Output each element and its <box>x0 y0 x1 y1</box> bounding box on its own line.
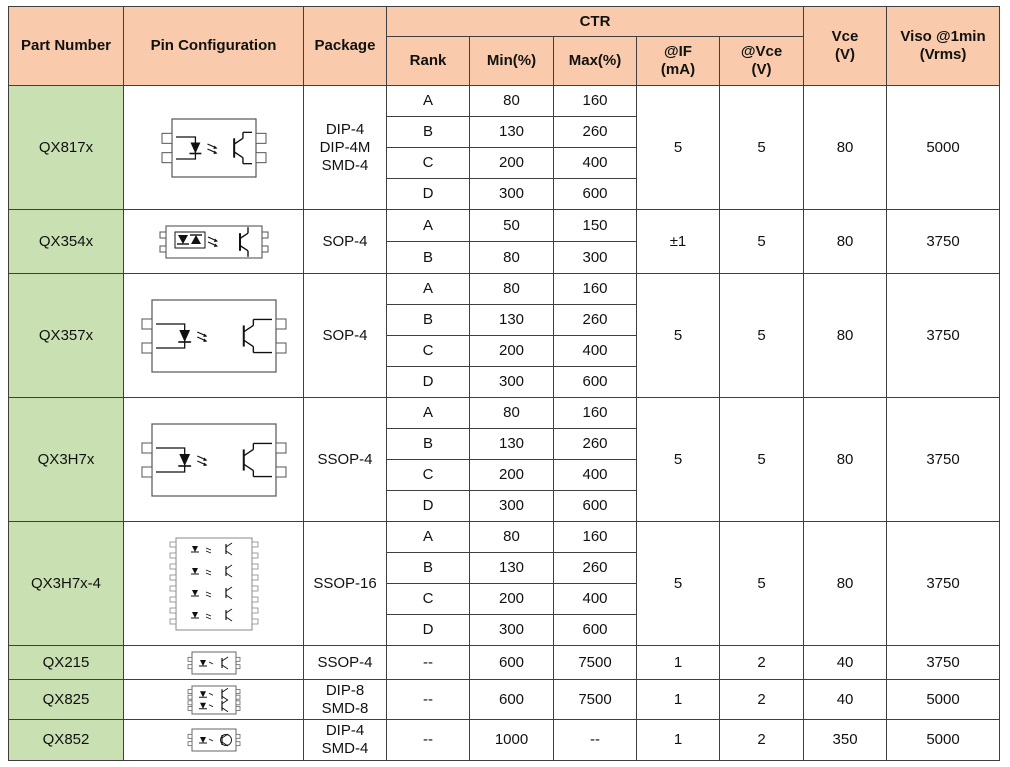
min-ctr-cell: 200 <box>470 584 554 615</box>
max-ctr-cell: 600 <box>554 179 637 210</box>
header-vce <box>804 7 887 86</box>
if-cell: 1 <box>637 680 720 720</box>
rank-cell: D <box>387 491 470 522</box>
dual-channel-optocoupler-icon <box>124 684 303 716</box>
package-cell <box>304 680 387 720</box>
if-cell: 5 <box>637 86 720 210</box>
header-max: Max(%) <box>554 37 637 86</box>
pin-configuration-cell <box>124 646 304 680</box>
rank-cell: D <box>387 179 470 210</box>
max-ctr-cell: 600 <box>554 491 637 522</box>
max-ctr-cell: 600 <box>554 367 637 398</box>
viso-cell: 3750 <box>887 522 1000 646</box>
rank-cell: D <box>387 367 470 398</box>
vce-condition-cell: 2 <box>720 720 804 761</box>
min-ctr-cell: 130 <box>470 429 554 460</box>
optocoupler-spec-table <box>8 6 1000 761</box>
viso-cell: 3750 <box>887 398 1000 522</box>
package-cell <box>304 274 387 398</box>
pin-configuration-cell <box>124 522 304 646</box>
max-ctr-cell: 260 <box>554 117 637 148</box>
if-cell: 1 <box>637 720 720 761</box>
table-header <box>9 7 1000 86</box>
if-cell: 5 <box>637 274 720 398</box>
vce-cell: 350 <box>804 720 887 761</box>
package-cell <box>304 398 387 522</box>
vce-condition-cell: 5 <box>720 522 804 646</box>
header-vce-condition-line2: (V) <box>751 61 772 78</box>
table-row <box>9 398 1000 429</box>
header-if-line1: @IF <box>664 43 692 60</box>
rank-cell: B <box>387 242 470 274</box>
vce-condition-cell: 5 <box>720 398 804 522</box>
table-row <box>9 274 1000 305</box>
pin-configuration-cell <box>124 210 304 274</box>
part-number-cell: QX354x <box>9 210 124 274</box>
rank-cell: B <box>387 553 470 584</box>
dip4-optocoupler-icon <box>124 113 303 183</box>
header-vce-line1: Vce <box>831 28 859 45</box>
package-cell <box>304 646 387 680</box>
viso-cell: 5000 <box>887 680 1000 720</box>
max-ctr-cell: 300 <box>554 242 637 274</box>
table-row <box>9 210 1000 242</box>
vce-cell: 40 <box>804 680 887 720</box>
max-ctr-cell: 160 <box>554 86 637 117</box>
rank-cell: -- <box>387 720 470 761</box>
header-rank: Rank <box>387 37 470 86</box>
max-ctr-cell: 400 <box>554 584 637 615</box>
header-min: Min(%) <box>470 37 554 86</box>
max-ctr-cell: 160 <box>554 522 637 553</box>
min-ctr-cell: 80 <box>470 274 554 305</box>
part-number-cell: QX215 <box>9 646 124 680</box>
header-package: Package <box>304 7 387 86</box>
rank-cell: D <box>387 615 470 646</box>
package-line: SSOP-4 <box>317 450 373 468</box>
min-ctr-cell: 300 <box>470 179 554 210</box>
min-ctr-cell: 200 <box>470 148 554 179</box>
min-ctr-cell: 300 <box>470 367 554 398</box>
part-number-cell: QX3H7x <box>9 398 124 522</box>
max-ctr-cell: 160 <box>554 398 637 429</box>
part-number-cell: QX817x <box>9 86 124 210</box>
rank-cell: -- <box>387 646 470 680</box>
package-cell <box>304 720 387 761</box>
package-line: SMD-4 <box>321 740 369 757</box>
package-line: DIP-4M <box>319 138 371 156</box>
header-pin-configuration: Pin Configuration <box>124 7 304 86</box>
rank-cell: C <box>387 584 470 615</box>
viso-cell: 3750 <box>887 274 1000 398</box>
vce-condition-cell: 2 <box>720 646 804 680</box>
package-line: SMD-8 <box>321 699 369 717</box>
min-ctr-cell: 130 <box>470 117 554 148</box>
small-optocoupler-icon <box>124 650 303 676</box>
rank-cell: B <box>387 117 470 148</box>
quad-channel-optocoupler-icon <box>124 534 303 634</box>
min-ctr-cell: 130 <box>470 553 554 584</box>
vce-condition-cell: 5 <box>720 274 804 398</box>
header-vce-line2: (V) <box>835 46 856 63</box>
min-ctr-cell: 80 <box>470 522 554 553</box>
table-body <box>9 86 1000 761</box>
min-ctr-cell: 50 <box>470 210 554 242</box>
viso-cell: 5000 <box>887 720 1000 761</box>
header-viso-line1: Viso @1min <box>900 28 986 45</box>
package-line: SOP-4 <box>322 326 368 344</box>
max-ctr-cell: 600 <box>554 615 637 646</box>
vce-condition-cell: 5 <box>720 86 804 210</box>
viso-cell: 5000 <box>887 86 1000 210</box>
rank-cell: C <box>387 148 470 179</box>
package-line: DIP-8 <box>325 681 365 699</box>
max-ctr-cell: 400 <box>554 148 637 179</box>
min-ctr-cell: 600 <box>470 680 554 720</box>
vce-cell: 80 <box>804 522 887 646</box>
max-ctr-cell: 400 <box>554 460 637 491</box>
table-row <box>9 522 1000 553</box>
package-cell <box>304 86 387 210</box>
vce-cell: 80 <box>804 398 887 522</box>
header-ctr: CTR <box>387 7 804 37</box>
viso-cell: 3750 <box>887 210 1000 274</box>
rank-cell: C <box>387 460 470 491</box>
table-row <box>9 680 1000 720</box>
max-ctr-cell: 260 <box>554 553 637 584</box>
rank-cell: B <box>387 305 470 336</box>
part-number-cell: QX3H7x-4 <box>9 522 124 646</box>
header-viso-line2: (Vrms) <box>919 46 967 63</box>
vce-cell: 80 <box>804 274 887 398</box>
package-line: DIP-4 <box>325 722 365 739</box>
max-ctr-cell: 150 <box>554 210 637 242</box>
header-viso <box>887 7 1000 86</box>
vce-cell: 40 <box>804 646 887 680</box>
package-cell <box>304 522 387 646</box>
min-ctr-cell: 300 <box>470 491 554 522</box>
ssop4-optocoupler-icon <box>124 418 303 502</box>
if-cell: 5 <box>637 522 720 646</box>
part-number-cell: QX852 <box>9 720 124 761</box>
part-number-cell: QX357x <box>9 274 124 398</box>
max-ctr-cell: 7500 <box>554 646 637 680</box>
max-ctr-cell: 160 <box>554 274 637 305</box>
pin-configuration-cell <box>124 720 304 761</box>
package-line: SMD-4 <box>321 156 369 174</box>
vce-condition-cell: 5 <box>720 210 804 274</box>
table-row <box>9 86 1000 117</box>
max-ctr-cell: 260 <box>554 429 637 460</box>
package-cell <box>304 210 387 274</box>
max-ctr-cell: 400 <box>554 336 637 367</box>
ac-input-optocoupler-icon <box>124 223 303 261</box>
rank-cell: -- <box>387 680 470 720</box>
header-if-line2: (mA) <box>660 61 696 78</box>
pin-configuration-cell <box>124 86 304 210</box>
rank-cell: B <box>387 429 470 460</box>
sop4-optocoupler-icon <box>124 294 303 378</box>
viso-cell: 3750 <box>887 646 1000 680</box>
min-ctr-cell: 130 <box>470 305 554 336</box>
min-ctr-cell: 300 <box>470 615 554 646</box>
min-ctr-cell: 200 <box>470 336 554 367</box>
header-vce-condition-line1: @Vce <box>740 43 783 60</box>
if-cell: 1 <box>637 646 720 680</box>
header-if <box>637 37 720 86</box>
vce-condition-cell: 2 <box>720 680 804 720</box>
pin-configuration-cell <box>124 398 304 522</box>
rank-cell: A <box>387 522 470 553</box>
rank-cell: A <box>387 274 470 305</box>
max-ctr-cell: 7500 <box>554 680 637 720</box>
header-vce-condition <box>720 37 804 86</box>
min-ctr-cell: 1000 <box>470 720 554 761</box>
if-cell: 5 <box>637 398 720 522</box>
max-ctr-cell: 260 <box>554 305 637 336</box>
min-ctr-cell: 200 <box>470 460 554 491</box>
part-number-cell: QX825 <box>9 680 124 720</box>
package-line: SOP-4 <box>322 232 368 250</box>
package-line: SSOP-4 <box>317 653 373 671</box>
rank-cell: A <box>387 398 470 429</box>
vce-cell: 80 <box>804 86 887 210</box>
min-ctr-cell: 600 <box>470 646 554 680</box>
pin-configuration-cell <box>124 274 304 398</box>
rank-cell: C <box>387 336 470 367</box>
if-cell: ±1 <box>637 210 720 274</box>
rank-cell: A <box>387 86 470 117</box>
darlington-optocoupler-icon <box>124 727 303 753</box>
min-ctr-cell: 80 <box>470 86 554 117</box>
pin-configuration-cell <box>124 680 304 720</box>
table-row <box>9 720 1000 761</box>
rank-cell: A <box>387 210 470 242</box>
max-ctr-cell: -- <box>554 720 637 761</box>
table-row <box>9 646 1000 680</box>
min-ctr-cell: 80 <box>470 242 554 274</box>
header-part-number: Part Number <box>9 7 124 86</box>
package-line: DIP-4 <box>325 120 365 138</box>
min-ctr-cell: 80 <box>470 398 554 429</box>
package-line: SSOP-16 <box>313 574 377 592</box>
vce-cell: 80 <box>804 210 887 274</box>
